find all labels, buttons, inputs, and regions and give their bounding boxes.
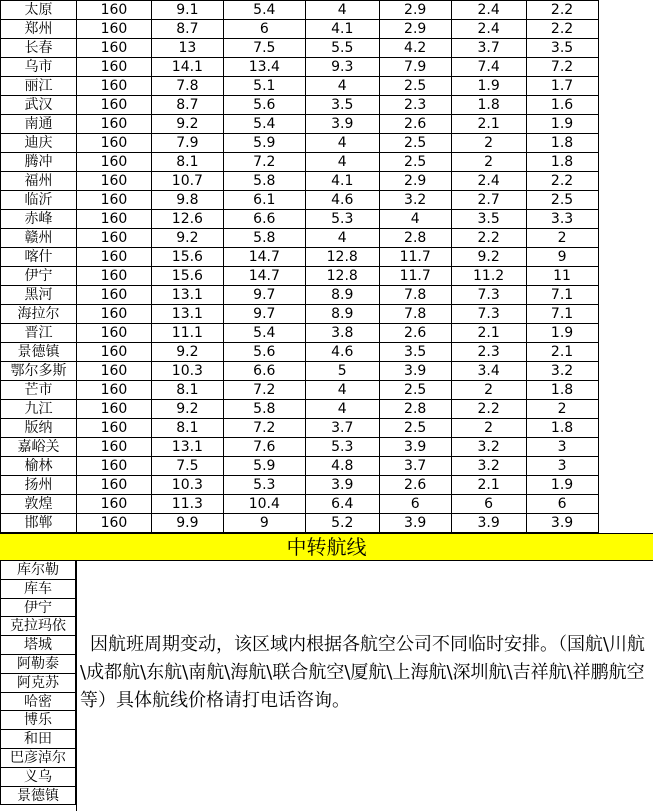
fare-cell: 14.1 (151, 58, 223, 77)
fare-cell: 11.1 (151, 324, 223, 343)
fare-cell: 9.7 (223, 286, 305, 305)
fare-cell: 2.9 (379, 172, 451, 191)
fare-cell: 9.9 (151, 514, 223, 533)
fare-cell: 10.4 (223, 495, 305, 514)
fare-cell: 1.6 (526, 96, 598, 115)
fare-cell: 7.8 (151, 77, 223, 96)
city-cell: 太原 (1, 1, 77, 20)
fare-cell: 2 (451, 153, 526, 172)
fare-cell: 2 (526, 400, 598, 419)
fare-cell: 3.7 (451, 39, 526, 58)
fare-cell: 12.6 (151, 210, 223, 229)
list-item: 义乌 (0, 768, 76, 787)
fare-cell: 2.5 (379, 419, 451, 438)
fare-cell: 11.2 (451, 267, 526, 286)
fare-cell: 10.3 (151, 362, 223, 381)
fare-cell: 160 (76, 495, 151, 514)
fare-cell: 2.5 (379, 134, 451, 153)
table-row (1, 400, 653, 419)
fare-cell: 2 (451, 381, 526, 400)
fare-cell: 3.2 (379, 191, 451, 210)
city-cell: 版纳 (1, 419, 77, 438)
fare-cell: 2.4 (451, 20, 526, 39)
fare-cell: 6 (451, 495, 526, 514)
fare-cell: 5.8 (223, 229, 305, 248)
fare-cell: 1.8 (526, 381, 598, 400)
city-cell: 晋江 (1, 324, 77, 343)
fare-cell: 7.3 (451, 286, 526, 305)
table-row (1, 457, 653, 476)
fare-cell: 2.2 (526, 1, 598, 20)
fare-cell: 8.7 (151, 96, 223, 115)
fare-cell: 9.3 (305, 58, 379, 77)
empty-cell (598, 381, 653, 400)
fare-cell: 4.6 (305, 191, 379, 210)
fare-cell: 2.5 (379, 153, 451, 172)
fare-cell: 160 (76, 96, 151, 115)
fare-cell: 3.9 (305, 115, 379, 134)
fare-cell: 2.3 (451, 343, 526, 362)
fare-cell: 5.8 (223, 172, 305, 191)
fare-cell: 2.5 (379, 77, 451, 96)
fare-cell: 3.4 (451, 362, 526, 381)
fare-cell: 7.3 (451, 305, 526, 324)
fare-cell: 4 (305, 381, 379, 400)
city-cell: 海拉尔 (1, 305, 77, 324)
city-cell: 赤峰 (1, 210, 77, 229)
list-item: 伊宁 (0, 599, 76, 618)
fare-cell: 4 (305, 400, 379, 419)
fare-cell: 4 (305, 153, 379, 172)
empty-cell (598, 419, 653, 438)
empty-cell (598, 172, 653, 191)
fare-cell: 9.2 (451, 248, 526, 267)
fare-cell: 5.8 (223, 400, 305, 419)
fare-cell: 160 (76, 457, 151, 476)
fare-cell: 10.3 (151, 476, 223, 495)
fare-cell: 160 (76, 419, 151, 438)
fare-cell: 4 (305, 134, 379, 153)
fare-cell: 1.9 (526, 324, 598, 343)
city-cell: 郑州 (1, 20, 77, 39)
fare-cell: 5.2 (305, 514, 379, 533)
table-row (1, 115, 653, 134)
table-row (1, 286, 653, 305)
empty-cell (598, 134, 653, 153)
city-cell: 嘉峪关 (1, 438, 77, 457)
fare-cell: 3.9 (379, 362, 451, 381)
fare-cell: 9.2 (151, 115, 223, 134)
fare-cell: 5.3 (223, 476, 305, 495)
table-row (1, 210, 653, 229)
fare-cell: 3.9 (526, 514, 598, 533)
empty-cell (598, 153, 653, 172)
fare-cell: 5.4 (223, 115, 305, 134)
fare-cell: 160 (76, 381, 151, 400)
city-cell: 腾冲 (1, 153, 77, 172)
fare-cell: 2.9 (379, 1, 451, 20)
table-row (1, 134, 653, 153)
fare-cell: 2.8 (379, 400, 451, 419)
fare-cell: 2.4 (451, 1, 526, 20)
fare-cell: 13.1 (151, 286, 223, 305)
fare-cell: 13 (151, 39, 223, 58)
fare-cell: 4 (305, 1, 379, 20)
fare-cell: 2.9 (379, 20, 451, 39)
fare-cell: 6 (379, 495, 451, 514)
fare-cell: 4.6 (305, 343, 379, 362)
fare-cell: 8.9 (305, 305, 379, 324)
fare-cell: 8.1 (151, 381, 223, 400)
list-item: 景德镇 (0, 787, 76, 806)
fare-cell: 5.5 (305, 39, 379, 58)
fare-cell: 3.2 (451, 457, 526, 476)
fare-cell: 3.9 (305, 476, 379, 495)
table-row (1, 20, 653, 39)
city-cell: 黑河 (1, 286, 77, 305)
fare-cell: 2 (451, 419, 526, 438)
city-cell: 景德镇 (1, 343, 77, 362)
fare-cell: 4 (305, 229, 379, 248)
empty-cell (598, 343, 653, 362)
list-item: 博乐 (0, 711, 76, 730)
table-row (1, 305, 653, 324)
fare-cell: 160 (76, 39, 151, 58)
empty-cell (598, 115, 653, 134)
table-row (1, 324, 653, 343)
list-item: 库车 (0, 580, 76, 599)
fare-cell: 7.2 (223, 153, 305, 172)
transfer-section (0, 561, 653, 811)
list-item: 哈密 (0, 693, 76, 712)
table-row (1, 514, 653, 533)
fare-cell: 6.4 (305, 495, 379, 514)
fare-cell: 9.2 (151, 343, 223, 362)
fare-cell: 160 (76, 20, 151, 39)
fare-cell: 1.7 (526, 77, 598, 96)
fare-cell: 5.9 (223, 457, 305, 476)
city-cell: 榆林 (1, 457, 77, 476)
fare-cell: 9.7 (223, 305, 305, 324)
empty-cell (598, 438, 653, 457)
fare-cell: 7.8 (379, 305, 451, 324)
fare-cell: 6 (223, 20, 305, 39)
fare-cell: 160 (76, 172, 151, 191)
empty-cell (598, 267, 653, 286)
table-row (1, 229, 653, 248)
fare-cell: 4.1 (305, 172, 379, 191)
fare-cell: 3.8 (305, 324, 379, 343)
table-row (1, 248, 653, 267)
fare-cell: 3.5 (451, 210, 526, 229)
fare-cell: 160 (76, 77, 151, 96)
fare-cell: 7.5 (223, 39, 305, 58)
fare-cell: 9 (223, 514, 305, 533)
fare-cell: 5.9 (223, 134, 305, 153)
fare-cell: 8.1 (151, 153, 223, 172)
table-row (1, 153, 653, 172)
city-cell: 赣州 (1, 229, 77, 248)
city-cell: 芒市 (1, 381, 77, 400)
fare-cell: 12.8 (305, 248, 379, 267)
fare-cell: 8.9 (305, 286, 379, 305)
fare-cell: 3.3 (526, 210, 598, 229)
fare-cell: 3.5 (379, 343, 451, 362)
fare-table-body (1, 1, 653, 533)
fare-cell: 2.2 (526, 172, 598, 191)
table-row (1, 191, 653, 210)
fare-cell: 2.8 (379, 229, 451, 248)
fare-cell: 9.2 (151, 400, 223, 419)
fare-cell: 3.2 (451, 438, 526, 457)
city-cell: 武汉 (1, 96, 77, 115)
fare-cell: 160 (76, 476, 151, 495)
fare-cell: 11.7 (379, 267, 451, 286)
fare-cell: 2.1 (451, 324, 526, 343)
fare-cell: 13.4 (223, 58, 305, 77)
fare-cell: 6.6 (223, 362, 305, 381)
table-row (1, 96, 653, 115)
city-cell: 九江 (1, 400, 77, 419)
transfer-city-list (0, 561, 76, 805)
table-row (1, 419, 653, 438)
fare-cell: 160 (76, 362, 151, 381)
empty-cell (598, 286, 653, 305)
empty-cell (598, 457, 653, 476)
city-cell: 福州 (1, 172, 77, 191)
fare-cell: 1.8 (451, 96, 526, 115)
fare-cell: 11.7 (379, 248, 451, 267)
fare-cell: 160 (76, 210, 151, 229)
fare-cell: 3.9 (379, 514, 451, 533)
fare-cell: 1.9 (451, 77, 526, 96)
fare-cell: 7.9 (151, 134, 223, 153)
city-cell: 敦煌 (1, 495, 77, 514)
list-item: 克拉玛依 (0, 617, 76, 636)
empty-cell (598, 362, 653, 381)
fare-cell: 2.6 (379, 324, 451, 343)
fare-cell: 9 (526, 248, 598, 267)
fare-cell: 160 (76, 438, 151, 457)
table-row (1, 381, 653, 400)
fare-cell: 14.7 (223, 248, 305, 267)
fare-cell: 2 (526, 229, 598, 248)
city-cell: 邯郸 (1, 514, 77, 533)
fare-cell: 160 (76, 324, 151, 343)
fare-cell: 4.1 (305, 20, 379, 39)
table-row (1, 77, 653, 96)
fare-cell: 1.8 (526, 134, 598, 153)
table-row (1, 39, 653, 58)
fare-cell: 2.1 (451, 115, 526, 134)
fare-cell: 13.1 (151, 438, 223, 457)
empty-cell (598, 191, 653, 210)
fare-cell: 2.1 (526, 343, 598, 362)
fare-cell: 14.7 (223, 267, 305, 286)
fare-cell: 8.1 (151, 419, 223, 438)
list-item: 阿勒泰 (0, 655, 76, 674)
fare-cell: 3.9 (379, 438, 451, 457)
city-cell: 丽江 (1, 77, 77, 96)
fare-cell: 160 (76, 514, 151, 533)
list-item: 阿克苏 (0, 674, 76, 693)
fare-cell: 13.1 (151, 305, 223, 324)
fare-cell: 1.8 (526, 419, 598, 438)
city-cell: 迪庆 (1, 134, 77, 153)
fare-cell: 3.7 (379, 457, 451, 476)
empty-cell (598, 96, 653, 115)
fare-cell: 4 (305, 77, 379, 96)
fare-cell: 1.9 (526, 476, 598, 495)
empty-cell (598, 476, 653, 495)
fare-cell: 160 (76, 229, 151, 248)
fare-cell: 3 (526, 438, 598, 457)
empty-cell (598, 229, 653, 248)
fare-cell: 2.2 (451, 400, 526, 419)
fare-cell: 3 (526, 457, 598, 476)
fare-cell: 5.6 (223, 343, 305, 362)
fare-cell: 160 (76, 286, 151, 305)
fare-cell: 11.3 (151, 495, 223, 514)
fare-cell: 5.6 (223, 96, 305, 115)
fare-cell: 160 (76, 191, 151, 210)
fare-cell: 7.2 (223, 419, 305, 438)
fare-cell: 5 (305, 362, 379, 381)
fare-cell: 2.4 (451, 172, 526, 191)
table-row (1, 58, 653, 77)
fare-cell: 7.1 (526, 305, 598, 324)
fare-cell: 2.2 (451, 229, 526, 248)
city-cell: 临沂 (1, 191, 77, 210)
fare-cell: 160 (76, 153, 151, 172)
fare-cell: 15.6 (151, 267, 223, 286)
fare-cell: 6.1 (223, 191, 305, 210)
empty-cell (598, 305, 653, 324)
empty-cell (598, 39, 653, 58)
table-row (1, 476, 653, 495)
empty-cell (598, 248, 653, 267)
city-cell: 鄂尔多斯 (1, 362, 77, 381)
table-row (1, 343, 653, 362)
list-item: 塔城 (0, 636, 76, 655)
fare-cell: 8.7 (151, 20, 223, 39)
list-item: 和田 (0, 730, 76, 749)
fare-cell: 5.3 (305, 438, 379, 457)
empty-cell (598, 1, 653, 20)
fare-cell: 1.9 (526, 115, 598, 134)
empty-cell (598, 514, 653, 533)
fare-cell: 4.8 (305, 457, 379, 476)
empty-cell (598, 58, 653, 77)
fare-cell: 6 (526, 495, 598, 514)
fare-cell: 7.1 (526, 286, 598, 305)
fare-cell: 9.2 (151, 229, 223, 248)
fare-cell: 160 (76, 305, 151, 324)
fare-cell: 160 (76, 1, 151, 20)
empty-cell (598, 400, 653, 419)
table-row (1, 495, 653, 514)
fare-cell: 9.1 (151, 1, 223, 20)
fare-cell: 2.2 (526, 20, 598, 39)
empty-cell (598, 77, 653, 96)
fare-cell: 6.6 (223, 210, 305, 229)
city-cell: 南通 (1, 115, 77, 134)
fare-cell: 2.6 (379, 476, 451, 495)
fare-cell: 7.4 (451, 58, 526, 77)
fare-cell: 5.1 (223, 77, 305, 96)
fare-cell: 3.7 (305, 419, 379, 438)
fare-cell: 2.6 (379, 115, 451, 134)
fare-cell: 160 (76, 267, 151, 286)
fare-cell: 3.9 (451, 514, 526, 533)
fare-cell: 9.8 (151, 191, 223, 210)
fare-cell: 7.9 (379, 58, 451, 77)
fare-cell: 160 (76, 115, 151, 134)
fare-cell: 160 (76, 343, 151, 362)
fare-cell: 3.5 (526, 39, 598, 58)
empty-cell (598, 324, 653, 343)
fare-cell: 2.1 (451, 476, 526, 495)
fare-cell: 7.5 (151, 457, 223, 476)
fare-cell: 7.6 (223, 438, 305, 457)
fare-cell: 2 (451, 134, 526, 153)
fare-cell: 5.4 (223, 1, 305, 20)
fare-cell: 5.4 (223, 324, 305, 343)
fare-cell: 7.8 (379, 286, 451, 305)
fare-cell: 11 (526, 267, 598, 286)
fare-cell: 2.5 (379, 381, 451, 400)
fare-cell: 160 (76, 58, 151, 77)
city-cell: 长春 (1, 39, 77, 58)
fare-cell: 160 (76, 134, 151, 153)
table-row (1, 438, 653, 457)
fare-cell: 2.7 (451, 191, 526, 210)
table-row (1, 267, 653, 286)
city-cell: 扬州 (1, 476, 77, 495)
fare-cell: 12.8 (305, 267, 379, 286)
fare-cell: 3.2 (526, 362, 598, 381)
fare-cell: 3.5 (305, 96, 379, 115)
fare-cell: 10.7 (151, 172, 223, 191)
fare-cell: 160 (76, 400, 151, 419)
fare-cell: 15.6 (151, 248, 223, 267)
list-item: 巴彦淖尔 (0, 749, 76, 768)
list-item: 库尔勒 (0, 561, 76, 580)
fare-cell: 7.2 (223, 381, 305, 400)
city-cell: 喀什 (1, 248, 77, 267)
city-cell: 伊宁 (1, 267, 77, 286)
transfer-routes-header: 中转航线 (0, 533, 653, 561)
transfer-notice: 因航班周期变动，该区域内根据各航空公司不同临时安排。（国航\川航\成都航\东航\南航\海航\联合航空\厦航\上海航\深圳航\吉祥航\祥鹏航空等）具体航线价格请打电话咨询。 (80, 634, 646, 711)
empty-cell (598, 210, 653, 229)
fare-cell: 2.5 (526, 191, 598, 210)
table-row (1, 1, 653, 20)
divider (76, 561, 77, 811)
fare-cell: 5.3 (305, 210, 379, 229)
fare-cell: 4.2 (379, 39, 451, 58)
fare-cell: 7.2 (526, 58, 598, 77)
city-cell: 乌市 (1, 58, 77, 77)
empty-cell (598, 20, 653, 39)
fare-cell: 160 (76, 248, 151, 267)
fare-cell: 1.8 (526, 153, 598, 172)
empty-cell (598, 495, 653, 514)
fare-cell: 2.3 (379, 96, 451, 115)
table-row (1, 172, 653, 191)
fare-cell: 4 (379, 210, 451, 229)
table-row (1, 362, 653, 381)
